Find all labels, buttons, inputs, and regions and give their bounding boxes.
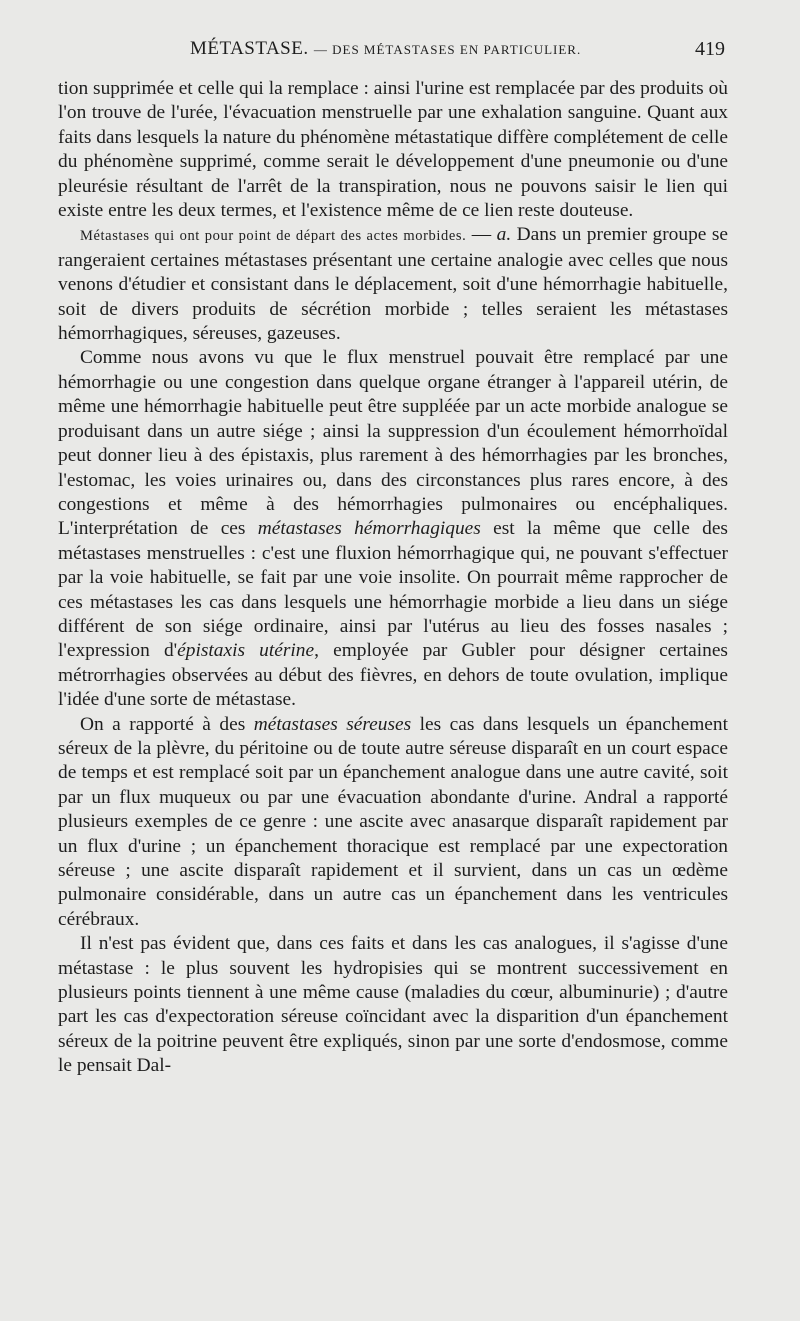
heading-dash: — [466, 224, 497, 246]
paragraph-1: tion supprimée et celle qui la remplace : ainsi l'urine est remplacée par des produits où l'on trouve de l'urée, l'évacuation menstruelle par une exhalation sanguine. Quant aux faits dans lesquels la nature du phénomène métastatique diffère complétement de celle du phénomène supprimé, comme serait le développement d'une pneumonie ou d'une pleurésie résultant de l'arrêt de la transpiration, nous ne pouvons saisir le lien qui existe entre les deux termes, et l'existence même de ce lien reste douteuse. [58, 78, 728, 222]
running-title-sub: — DES MÉTASTASES EN PARTICULIER. [313, 42, 582, 57]
running-title-main: MÉTASTASE. [190, 38, 309, 59]
emphasis-hemorrhagic: métastases hémorrhagiques [257, 518, 481, 540]
emphasis-epistaxis: épistaxis utérine [177, 640, 315, 662]
paragraph-3 [58, 346, 728, 712]
paragraph-2 [58, 223, 728, 346]
paragraph-3-part-a: Comme nous avons vu que le flux menstruel pouvait être remplacé par une hémorrhagie ou une congestion dans quelque organe étranger à l'appareil utérin, de même une hémorrhagie habituelle peut être suppléée par un acte morbide analogue se produisant dans un autre siége ; ainsi la suppression d'un écoulement hémorrhoïdal peut donner lieu à des épistaxis, plus rarement à des hémorrhagies par les bronches, l'estomac, les voies urinaires ou, dans des circonstances plus rares encore, à des congestions et même à des hémorrhagies pulmonaires ou encéphaliques. L'interprétation de ces [58, 347, 728, 540]
paragraph-4-part-a: On a rapporté à des [80, 713, 254, 735]
section-heading: Métastases qui ont pour point de départ des actes morbides. [80, 228, 467, 245]
paragraph-4-part-b: les cas dans lesquels un épanchement séreux de la plèvre, du péritoine ou de toute autre séreuse disparaît en un court espace de temps et est remplacé soit par un épanchement analogue dans une autre cavité, soit par un flux muqueux ou par une évacuation abondante d'urine. Andral a rapporté plusieurs exemples de ce genre : une ascite avec anasarque disparaît rapidement par un flux d'urine ; un épanchement thoracique est remplacé par une expectoration séreuse ; une ascite disparaît rapidement et il survient, dans un cas un œdème pulmonaire considérable, dans un autre cas un épanchement dans les ventricules cérébraux. [58, 713, 728, 930]
emphasis-serous: métastases séreuses [253, 713, 412, 735]
paragraph-2-text: Dans un premier groupe se rangeraient certaines métastases présentant une certaine analogie avec celles que nous venons d'étudier et consistant dans le déplacement, soit d'une hémorrhagie habituelle, soit de divers produits de sécrétion morbide ; telles seraient les métastases hémorrhagiques, séreuses, gazeuses. [58, 224, 728, 345]
paragraph-3-part-c: , employée par Gubler pour désigner certaines métrorrhagies observées au début des fièvres, en dehors de toute ovulation, implique l'idée d'une sorte de métastase. [58, 640, 728, 711]
page-header [0, 38, 800, 68]
paragraph-5: Il n'est pas évident que, dans ces faits et dans les cas analogues, il s'agisse d'une métastase : le plus souvent les hydropisies qui se montrent successivement en plusieurs points tiennent à une même cause (maladies du cœur, albuminurie) ; d'autre part les cas d'expectoration séreuse coïncidant avec la disparition d'un épanchement séreux de la poitrine peuvent être expliqués, sinon par une sorte d'endosmose, comme le pensait Dal- [58, 933, 728, 1077]
page-number: 419 [695, 38, 725, 60]
running-title [190, 38, 581, 60]
paragraph-3-part-b: est la même que celle des métastases menstruelles : c'est une fluxion hémorrhagique qui, ne pouvant s'effectuer par la voie habituelle, se fait par une voie insolite. On pourrait même rapprocher de ces métastases les cas dans lesquels une hémorrhagie morbide a lieu dans un siége différent de son siége ordinaire, ainsi par l'utérus au lieu des fosses nasales ; l'expression d' [58, 518, 728, 662]
item-marker: a. [496, 224, 512, 246]
body-text [58, 77, 728, 1079]
paragraph-4 [58, 713, 728, 933]
